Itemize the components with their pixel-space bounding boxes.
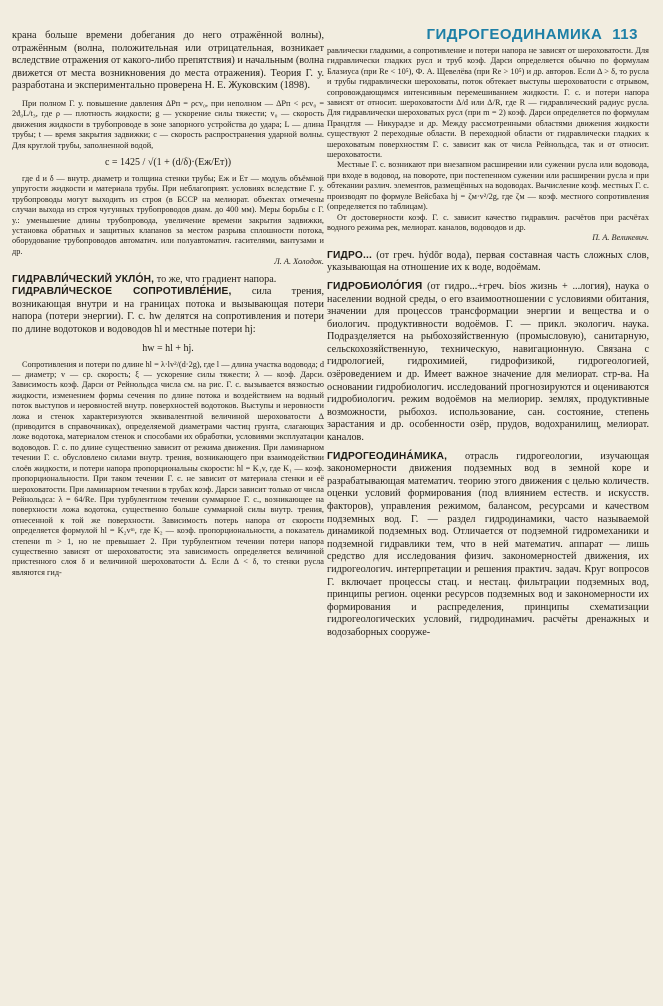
headword-hydrobiology: ГИДРОБИОЛО́ГИЯ	[327, 280, 423, 292]
running-head	[340, 26, 638, 43]
definition-hydrogeodynamics: отрасль гидрогеологии, изучающая закономерности движения подземных вод в земной коре и разрабатывающая математич. теорию этого движения с целью количеств. оценки условий формирования (под влиянием естеств. и искусств. факторов), управления режимом, балансом, ресурсами и качеством подземных вод. Г. — раздел гидродинамики, часто называемой динамикой подземных вод. Отличается от подземной гидромеханики и подземной гидравлики тем, что в ней математич. аппарат — лишь средство для исследования физич. закономерностей движения, их гидрогеологич. интерпретации и решения практич. задач. Круг вопросов Г. включает процессы стац. и нестац. фильтрации подземных вод, принципы регион. оценки ресурсов подземных вод и закономерности их формирования и распределения, принципы схематизации гидрогеологических условий, гидродинамич. расчёты дренажных и водозаборных сооруже-	[327, 450, 649, 638]
author-signature-1: Л. А. Холодок.	[274, 257, 324, 267]
entry-hydro	[327, 250, 649, 275]
page-number: 113	[612, 26, 638, 43]
definition-hydro: (от греч. hýdōr вода), первая составная часть сложных слов, указывающая на отношение их к воде, водоёмам.	[327, 249, 649, 274]
definition-hydraulic-resistance: сила трения, возникающая внутри и на границах потока и вызывающая потери напора (потери энергии). Г. с. hw делятся на сопротивления и потери по длине водотоков и водоводов hl и местные потери hj:	[12, 286, 324, 336]
left-paragraph-1: крана больше времени добегания до него отражённой волны), отражённым (волна, положительная или отрицательная, возникает вследствие отражения от какого-либо препятствия) и начальным (волна движется от места возникновения до места отражения). Теория Г. у. разработана и экспериментально проверена Н. Е. Жуковским (1898).	[12, 30, 324, 92]
definition-hydraulic-gradient: то же, что градиент напора.	[156, 273, 277, 285]
right-paragraph-2: Местные Г. с. возникают при внезапном расширении или сужении русла или водовода, при входе в водовод, на повороте, при постепенном сужении или расширении русла и при обтекании различ. элементов, размещённых на водоводах. Вычисление коэф. местных Г. с. производят по формуле Вейсбаха hj = ζм·v²/2g, где ζм — коэф. местного сопротивления (определяется по таблицам).	[327, 160, 649, 212]
entry-hydraulic-resistance	[12, 286, 324, 336]
right-paragraph-1: равлически гладкими, а сопротивление и потери напора не зависят от шероховатости. Для гидравлически гладких русл и труб коэф. Дарси определяется обычно по формулам Блазиуса (при Re < 10⁵), Ф. А. Щевелёва (при Re > 10⁵) и др. авторов. Если Δ > δ, то русла и трубы гидравлически шероховаты, поток обтекает выступы шероховатости с отрывом, сопровождающимся интенсивным перемешиванием жидкости. Г. с. и потери напора зависят от относит. шероховатости Δ/d или Δ/R, где R — гидравлический радиус русла. Для гидравлически шероховатых русл (при m = 2) коэф. Дарси определяется по формулам Прандтля — Никурадзе и др. Между рассмотренными областями движения жидкости существуют 2 переходные области. В переходной области от гидравлически гладких к шероховатым поверхностям Г. с. зависит как от числа Рейнольдса, так и от относит. шероховатости.	[327, 46, 649, 160]
entry-hydrobiology	[327, 281, 649, 445]
definition-hydrobiology: (от гидро...+греч. bíos жизнь + ...логия), наука о населении водной среды, о его взаимоотношении с условиями обитания, значении для процессов трансформации энергии и вещества и о биологич. продуктивности водоёмов. Г. — прикл. экологич. наука. Подразделяется на рыбохозяйственную (промысловую), санитарную, сельскохозяйственную, техническую, навигационную. Связана с гидрологией, гидрохимией, гидрофизикой, гидрогеологией, озёроведением и др. Имеет важное значение для мелиорат. стр-ва. На основании гидробиологич. исследований прогнозируются и оцениваются гидробиологич. режим водоёмов на мелиорир. землях, продуктивные возможности, рыбохоз. использование, сан. состояние, степень зарастания и др. особенности озёр, прудов, водохранилищ, мелиорат. каналов.	[327, 280, 649, 444]
author-signature-2: П. А. Великевич.	[592, 233, 649, 243]
left-column	[12, 30, 324, 990]
entry-hydrogeodynamics	[327, 451, 649, 640]
headword-hydraulic-gradient: ГИДРАВЛИ́ЧЕСКИЙ УКЛО́Н,	[12, 273, 155, 285]
right-column	[327, 46, 649, 1006]
right-paragraph-3: От достоверности коэф. Г. с. зависит качество гидравлич. расчётов при расчётах водного режима рек, мелиорат. каналов, водоводов и др.	[327, 212, 649, 232]
headword-hydrogeodynamics: ГИДРОГЕОДИНА́МИКА,	[327, 450, 448, 462]
entry-hydraulic-gradient	[12, 274, 324, 287]
running-head-title: ГИДРОГЕОДИНАМИКА	[426, 26, 603, 43]
left-paragraph-2: При полном Г. у. повышение давления ΔPп = ρcv₀, при неполном — ΔPп < ρcv₀ = 2ϑ₀L/t₃, где ρ — плотность жидкости; g — ускорение силы тяжести; v₀ — скорость движения жидкости в трубопроводе в зоне запорного устройства до удара; L — длина трубы; t — время закрытия задвижки; c — скорость распространения ударной волны. Для круглой трубы, заполненной водой,	[12, 98, 324, 150]
formula-wave-speed: c = 1425 / √(1 + (d/δ)·(Eж/Eт))	[104, 157, 232, 168]
headword-hydro: ГИДРО...	[327, 249, 373, 261]
formula-total-loss: hw = hl + hj.	[142, 342, 194, 354]
left-paragraph-3: где d и δ — внутр. диаметр и толщина стенки трубы; Eж и Eт — модуль объёмной упругости жидкости и материала трубы. При неблагоприят. условиях вследствие Г. у. трубопроводы могут выходить из строя (в БССР на мелиорат. объектах отмечены случаи выхода из строя чугунных трубопроводов диам. до 400 мм). Меры борьбы с Г. у.: уменьшение длины трубопровода, увеличение времени закрытия задвижки, установка обратных и защитных клапанов за местом разрыва сплошности потока, оборудование трубопроводов автоматич. или полуавтоматич. гасителями, вантузами и др.	[12, 174, 324, 256]
left-paragraph-4: Сопротивления и потери по длине hl = λ·lv²/(d·2g), где l — длина участка водовода; d — диаметр; v — ср. скорость; ξ — ускорение силы тяжести; λ — коэф. Дарси. Зависимость коэф. Дарси от Рейнольдса числа см. на рис. Г. с. вызывается вязкостью жидкости, изменением формы сечения по длине потока и воздействием на водный поток выступов и неровностей внутр. поверхностей водотоков. Выступы и неровности ложа и стенок характеризуются эквивалентной величиной шероховатости Δ (приводится в справочниках), определяемой диаметрами частиц грунта, слагающих ложе водотока, материалом стенок и способами их обработки, условиями эксплуатации водоводов. Г. с. по длине существенно зависит от режима движения. При ламинарном течении Г. с. обусловлено силами внутр. трения, возникающего при взаимодействии слоёв жидкости, и потери напора пропорциональны скорости: hl = K₁v, где K₁ — коэф. пропорциональности. При таком течении Г. с. не зависит от материала стенки и её шероховатости. При ламинарном течении в трубах коэф. Дарси зависит только от числа Рейнольдса: λ = 64/Re. При турбулентном течении суммарное Г. с., возникающее на поверхности ложа водотока, существенно больше суммарной силы внутр. трения, отнесенной к той же поверхности. Зависимость потерь напора от скорости определяется формулой hl = K₂vᵐ, где K₂ — коэф. пропорциональности, а показатель степени m > 1, но не превышает 2. При турбулентном течении потери напора существенно зависят от шероховатости; эта зависимость определяется величиной пристенного слоя δ и величиной шероховатости Δ. Если Δ < δ, то стенки русла являются гид-	[12, 359, 324, 577]
headword-hydraulic-resistance: ГИДРАВЛИ́ЧЕСКОЕ СОПРОТИВЛЕ́НИЕ,	[12, 286, 232, 298]
